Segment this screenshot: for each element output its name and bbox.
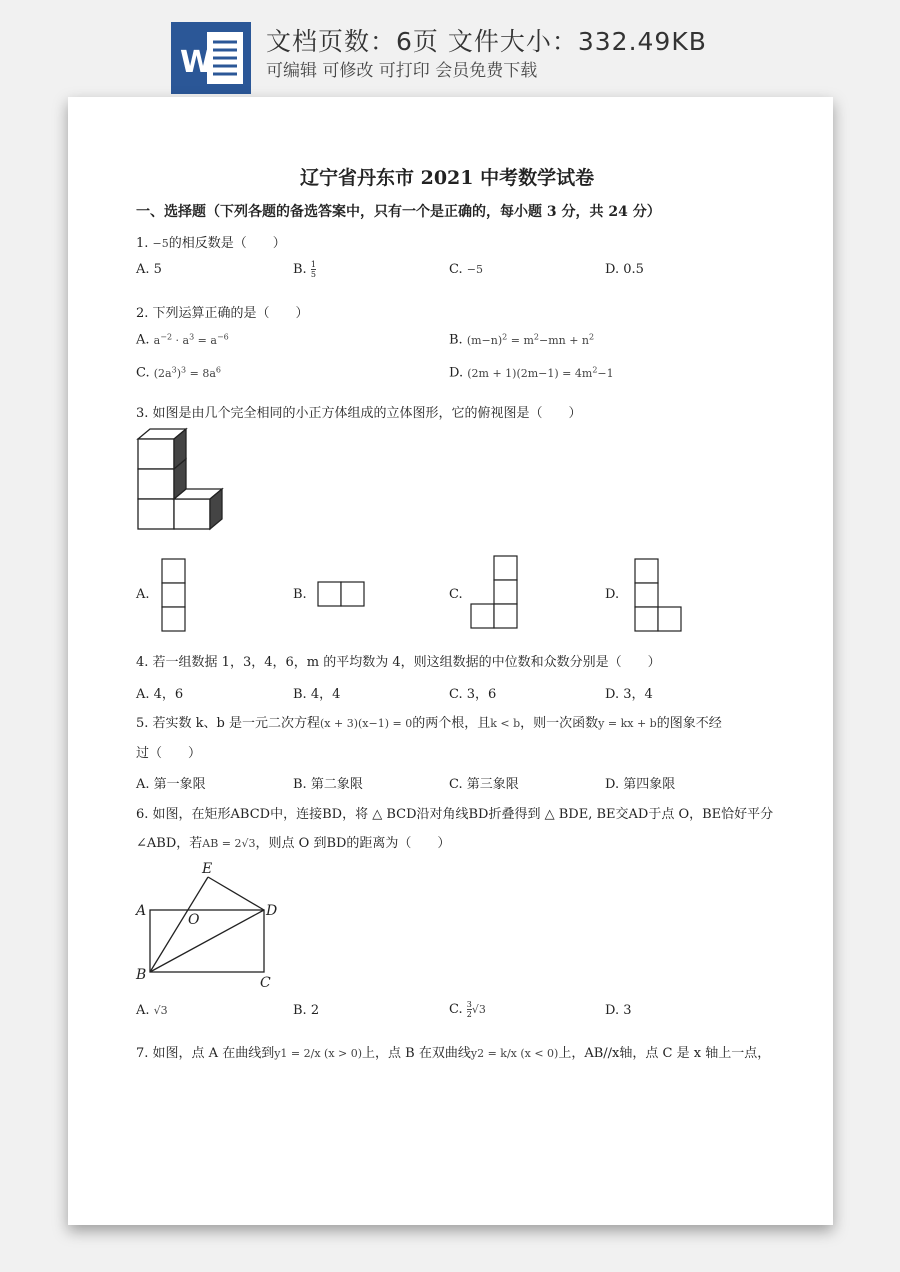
q6-option-b: B. 2 (293, 1003, 320, 1018)
exam-title: 辽宁省丹东市 2021 中考数学试卷 (300, 167, 595, 189)
q5-option-b: B. 第二象限 (293, 777, 363, 792)
question-7: 7. 如图，点 A 在曲线到y1 = 2/x (x > 0)上，点 B 在双曲线y2 = k/x (x < 0)上，AB//x轴，点 C 是 x 轴上一点， (136, 1046, 771, 1061)
question-6-line-2: ∠ABD，若AB = 2√3，则点 O 到BD的距离为（ ） (136, 836, 451, 851)
question-4: 4. 若一组数据 1，3，4，6，m 的平均数为 4，则这组数据的中位数和众数分别是（ ） (136, 655, 661, 670)
document-page (68, 97, 833, 1225)
download-banner (0, 0, 900, 96)
section-heading: 一、选择题（下列各题的备选答案中，只有一个是正确的，每小题 3 分，共 24 分） (136, 204, 661, 220)
q1-option-c: C. −5 (449, 262, 483, 277)
rectangle-fold-figure (134, 857, 284, 991)
svg-text:O: O (188, 912, 200, 928)
q2-option-c: C. $(2a^3)^3 = 8a^6$ (136, 365, 221, 381)
q3-option-d-label: D. (605, 587, 620, 602)
q6-option-d: D. 3 (605, 1003, 632, 1018)
q2-option-a: A. $a^{-2} \cdot a^3 = a^{-6}$ (136, 332, 229, 348)
svg-text:A: A (136, 903, 147, 919)
q3-option-a-figure (161, 558, 187, 634)
q6-option-a: A. √3 (136, 1003, 168, 1018)
q4-option-d: D. 3，4 (605, 687, 653, 702)
q2-option-d: D. $(2m + 1)(2m-1) = 4m^2-1$ (449, 365, 614, 381)
svg-text:E: E (202, 861, 213, 877)
q2-option-b: B. $(m-n)^2 = m^2-mn + n^2$ (449, 332, 595, 348)
q5-option-c: C. 第三象限 (449, 777, 519, 792)
q5-option-d: D. 第四象限 (605, 777, 676, 792)
question-5-line-1: 5. 若实数 k、b 是一元二次方程(x + 3)(x−1) = 0的两个根，且k < b，则一次函数y = kx + b的图象不经 (136, 716, 722, 731)
q5-option-a: A. 第一象限 (136, 777, 206, 792)
question-3: 3. 如图是由几个完全相同的小正方体组成的立体图形，它的俯视图是（ ） (136, 406, 582, 421)
svg-text:D: D (266, 903, 278, 919)
word-doc-icon (171, 22, 251, 94)
doc-meta-title: 文档页数：6页 文件大小：332.49KB (266, 27, 707, 56)
q3-option-a-label: A. (136, 587, 150, 602)
q3-option-b-figure (317, 581, 367, 609)
q4-option-b: B. 4，4 (293, 687, 341, 702)
q3-option-d-figure (634, 558, 684, 634)
svg-text:C: C (260, 975, 271, 991)
q3-option-c-label: C. (449, 587, 463, 602)
q3-option-c-figure (470, 555, 520, 633)
doc-meta-subtitle: 可编辑 可修改 可打印 会员免费下载 (266, 61, 538, 81)
q4-option-c: C. 3，6 (449, 687, 497, 702)
cube-stack-figure (136, 427, 226, 531)
q1-option-a: A. 5 (136, 262, 162, 277)
question-6-line-1: 6. 如图，在矩形ABCD中，连接BD，将 △ BCD沿对角线BD折叠得到 △ BDE, BE交AD于点 O，BE恰好平分 (136, 807, 774, 822)
svg-text:B: B (136, 967, 147, 983)
q4-option-a: A. 4，6 (136, 687, 184, 702)
question-1: 1. −5的相反数是（ ） (136, 236, 286, 251)
question-5-line-2: 过（ ） (136, 746, 202, 761)
q3-option-b-label: B. (293, 587, 307, 602)
question-2: 2. 下列运算正确的是（ ） (136, 306, 309, 321)
q6-option-c: C. $\frac{3}{2}$ √3 (449, 1000, 486, 1019)
q1-option-d: D. 0.5 (605, 262, 644, 277)
svg-text:W: W (180, 45, 214, 80)
q1-option-b: B. $\frac{1}{5}$ (293, 260, 316, 279)
